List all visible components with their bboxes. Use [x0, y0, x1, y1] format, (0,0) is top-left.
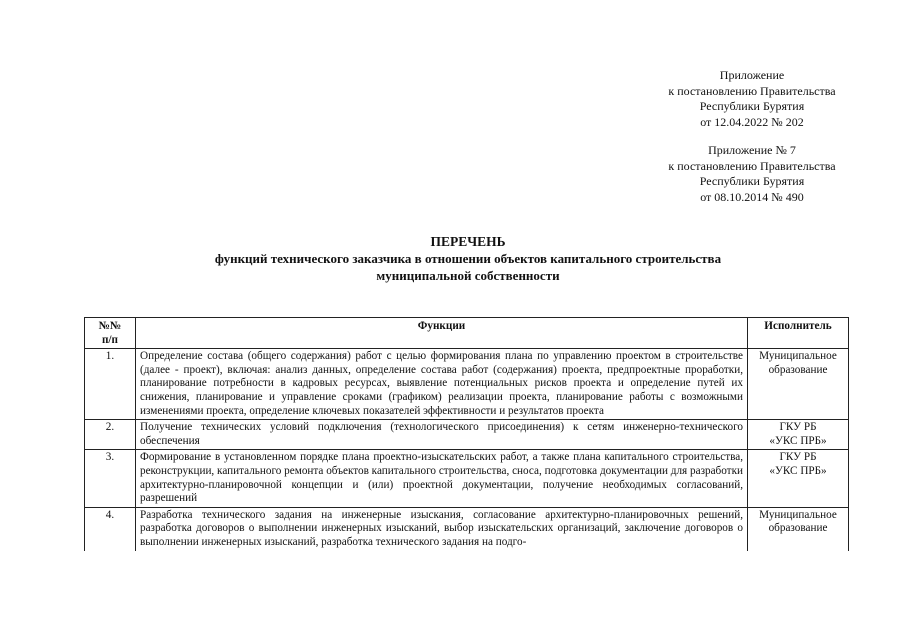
appendix-date: от 08.10.2014 № 490 [700, 189, 804, 204]
title-subheading: функций технического заказчика в отношении объектов капитального строительства [214, 251, 722, 266]
row-number: 1. [85, 349, 136, 420]
row-number: 3. [85, 450, 136, 507]
table-row [85, 507, 849, 550]
row-number: 2. [85, 420, 136, 450]
row-function-text: Получение технических условий подключения (технологического присоединения) к сетям инженерно-технического обеспечения [136, 420, 748, 450]
document-title [83, 233, 853, 284]
appendix-region: Республики Бурятия [699, 174, 805, 188]
appendix-title: Приложение № 7 [708, 143, 796, 157]
title-subheading-cont: муниципальной собственности [376, 268, 560, 283]
row-executor: Муниципальное образование [748, 507, 849, 550]
row-executor: Муниципальное образование [748, 349, 849, 420]
table-row [85, 420, 849, 450]
column-header-number: №№ п/п [85, 318, 136, 349]
row-function-text: Формирование в установленном порядке плана проектно-изыскательских работ, а также плана капитального строительства, реконструкции, капитального ремонта объектов капитального строительства, сноса, подготовка документации для разработки архитектурно-планировочной концепции и (или) проектной документации, получение необходимых согласований, разрешений [136, 450, 748, 507]
row-function-text: Разработка технического задания на инженерные изыскания, согласование архитектурно-планировочных решений, разработка договоров о выполнении инженерных изысканий, выбор изыскательских организаций, заключение договоров о выполнении инженерных изысканий, разработка технического задания на подго- [136, 507, 748, 550]
appendix-decree: к постановлению Правительства [668, 158, 836, 173]
appendix-reference-current [657, 68, 847, 130]
appendix-reference-original [657, 143, 847, 205]
column-header-executor: Исполнитель [748, 318, 849, 349]
row-number: 4. [85, 507, 136, 550]
row-executor: ГКУ РБ «УКС ПРБ» [748, 450, 849, 507]
title-heading: ПЕРЕЧЕНЬ [430, 234, 506, 249]
table-header-row [85, 318, 849, 349]
appendix-date: от 12.04.2022 № 202 [700, 114, 804, 129]
table-row [85, 349, 849, 420]
appendix-region: Республики Бурятия [699, 99, 805, 113]
row-executor: ГКУ РБ «УКС ПРБ» [748, 420, 849, 450]
row-function-text: Определение состава (общего содержания) работ с целью формирования плана по управлению проектом в строительстве (далее - проект), включая: анализ данных, определение состава работ (содержания) проекта, предпроектные проработки, планирование потребности в кадровых ресурсах, выявление потенциальных рисков проекта и определение путей их снижения, планирование и управление сроками (графиком) реализации проекта, планирование работы с возможными изменениями проекта, определение ключевых показателей эффективности и результатов проекта [136, 349, 748, 420]
functions-table [84, 317, 849, 551]
table-row [85, 450, 849, 507]
appendix-title: Приложение [719, 68, 785, 82]
column-header-functions: Функции [136, 318, 748, 349]
appendix-decree: к постановлению Правительства [668, 83, 836, 98]
